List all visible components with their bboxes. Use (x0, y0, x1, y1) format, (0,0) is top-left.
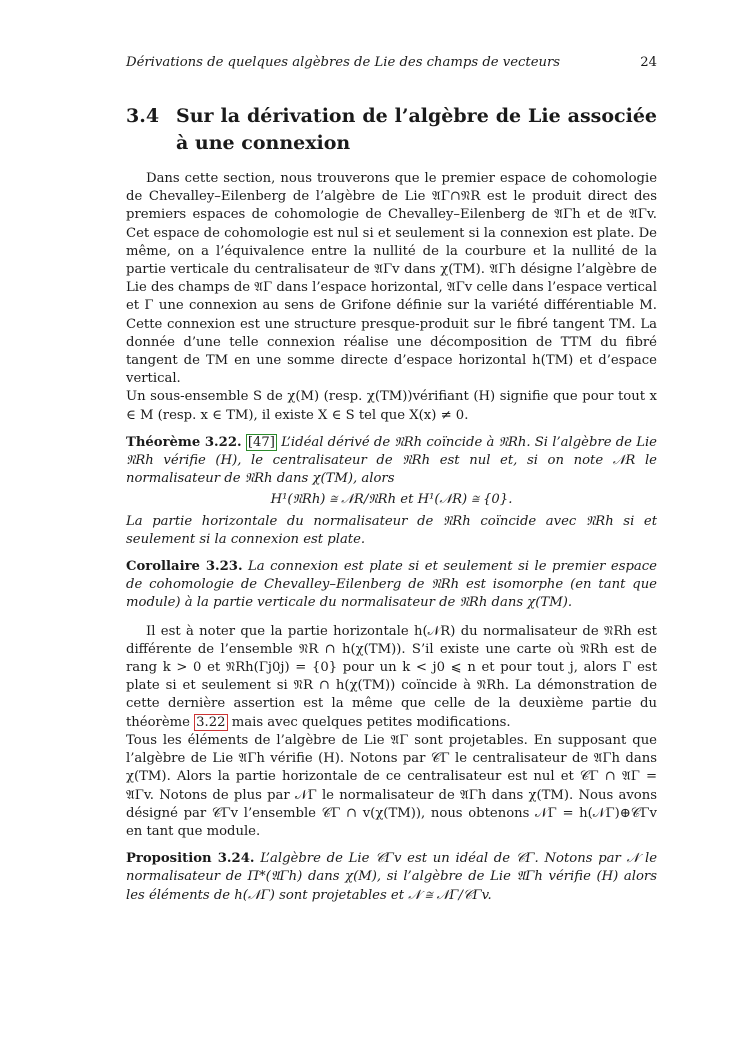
proposition-label: Proposition 3.24. (126, 851, 255, 867)
section-heading (126, 103, 657, 157)
proposition-statement: L’algèbre de Lie 𝒞Γv est un idéal de 𝒞Γ. Notons par 𝒩 le normalisateur de Π*(𝔄Γh) dans χ(M), si l’algèbre de Lie 𝔄Γh vérifie (H) alors les éléments de h(𝒩Γ) sont projetables et 𝒩 ≅ 𝒩Γ/𝒞Γv. (126, 851, 657, 903)
citation-link[interactable]: [47] (247, 434, 275, 450)
paragraph-intro: Dans cette section, nous trouverons que le premier espace de cohomologie de Chevalley–Eilenberg de l’algèbre de Lie 𝔄Γ∩𝔑R est le produit direct des premiers espaces de cohomologie de Chevalley–Eilenberg de 𝔄Γh et de 𝔄Γv. Cet espace de cohomologie est nul si et seulement si la connexion est plate. De même, on a l’équivalence entre la nullité de la courbure et la nullité de la partie verticale du centralisateur de 𝔄Γv dans χ(TM). 𝔄Γh désigne l’algèbre de Lie des champs de 𝔄Γ dans l’espace horizontal, 𝔄Γv celle dans l’espace vertical et Γ une connexion au sens de Grifone définie sur la variété différentiable M. Cette connexion est une structure presque-produit sur le fibré tangent TM. La donnée d’une telle connexion réalise une décomposition de TTM du fibré tangent de TM en une somme directe d’espace horizontal h(TM) et d’espace vertical. (126, 171, 657, 387)
theorem-statement: L’idéal dérivé de 𝔑Rh coïncide à 𝔑Rh. Si l’algèbre de Lie 𝔑Rh vérifie (H), le centralisateur de 𝔑Rh est nul et, si on note 𝒩R le normalisateur de 𝔑Rh dans χ(TM), alors (126, 434, 657, 487)
running-header (126, 55, 657, 70)
theorem-statement-cont: La partie horizontale du normalisateur de 𝔑Rh coïncide avec 𝔑Rh si et seulement si la connexion est plate. (126, 513, 657, 547)
body-text (126, 170, 657, 905)
page-number: 24 (640, 55, 657, 70)
theorem-display-equation: H¹(𝔑Rh) ≅ 𝒩R/𝔑Rh et H¹(𝒩R) ≅ {0}. (270, 492, 513, 508)
theorem-label: Théorème 3.22. (126, 434, 242, 450)
theorem-3-22 (126, 434, 657, 549)
corollary-label: Corollaire 3.23. (126, 559, 243, 575)
corollary-3-23 (126, 558, 657, 613)
proposition-3-24 (126, 850, 657, 905)
paragraph-definition-h: Un sous-ensemble S de χ(M) (resp. χ(TM))vérifiant (H) signifie que pour tout x ∈ M (resp. x ∈ TM), il existe X ∈ S tel que X(x) ≠ 0. (126, 389, 657, 423)
remark-text-end: mais avec quelques petites modifications. (231, 714, 511, 730)
section-number: 3.4 (126, 105, 160, 127)
section-title: Sur la dérivation de l’algèbre de Lie associée à une connexion (176, 105, 657, 154)
corollary-statement: La connexion est plate si et seulement si le premier espace de cohomologie de Chevalley–Eilenberg de 𝔑Rh est isomorphe (en tant que module) à la partie verticale du normalisateur de 𝔑Rh dans χ(TM). (126, 559, 657, 611)
running-title: Dérivations de quelques algèbres de Lie des champs de vecteurs (126, 55, 561, 70)
theorem-ref-link[interactable]: 3.22 (196, 714, 226, 730)
paragraph-projetables: Tous les éléments de l’algèbre de Lie 𝔄Γ sont projetables. En supposant que l’algèbre de Lie 𝔄Γh vérifie (H). Notons par 𝒞Γ le centralisateur de 𝔄Γh dans χ(TM). Alors la partie horizontale de ce centralisateur est nul et 𝒞Γ ∩ 𝔄Γ = 𝔄Γv. Notons de plus par 𝒩Γ le normalisateur de 𝔄Γh dans χ(TM). Nous avons désigné par 𝒞Γv l’ensemble 𝒞Γ ∩ v(χ(TM)), nous obtenons 𝒩Γ = h(𝒩Γ)⊕𝒞Γv en tant que module. (126, 732, 657, 839)
paragraph-remark (126, 623, 657, 732)
remark-text: Il est à noter que la partie horizontale h(𝒩R) du normalisateur de 𝔑Rh est différente de l’ensemble 𝔑R ∩ h(χ(TM)). S’il existe une carte où 𝔑Rh est de rang k > 0 et 𝔑Rh(Γj0j) = {0} pour un k < j0 ⩽ n et pour tout j, alors Γ est plate si et seulement si 𝔑R ∩ h(χ(TM)) coïncide à 𝔑Rh. La démonstration de cette dernière assertion est la même que celle de la deuxième partie du théorème (126, 623, 657, 730)
